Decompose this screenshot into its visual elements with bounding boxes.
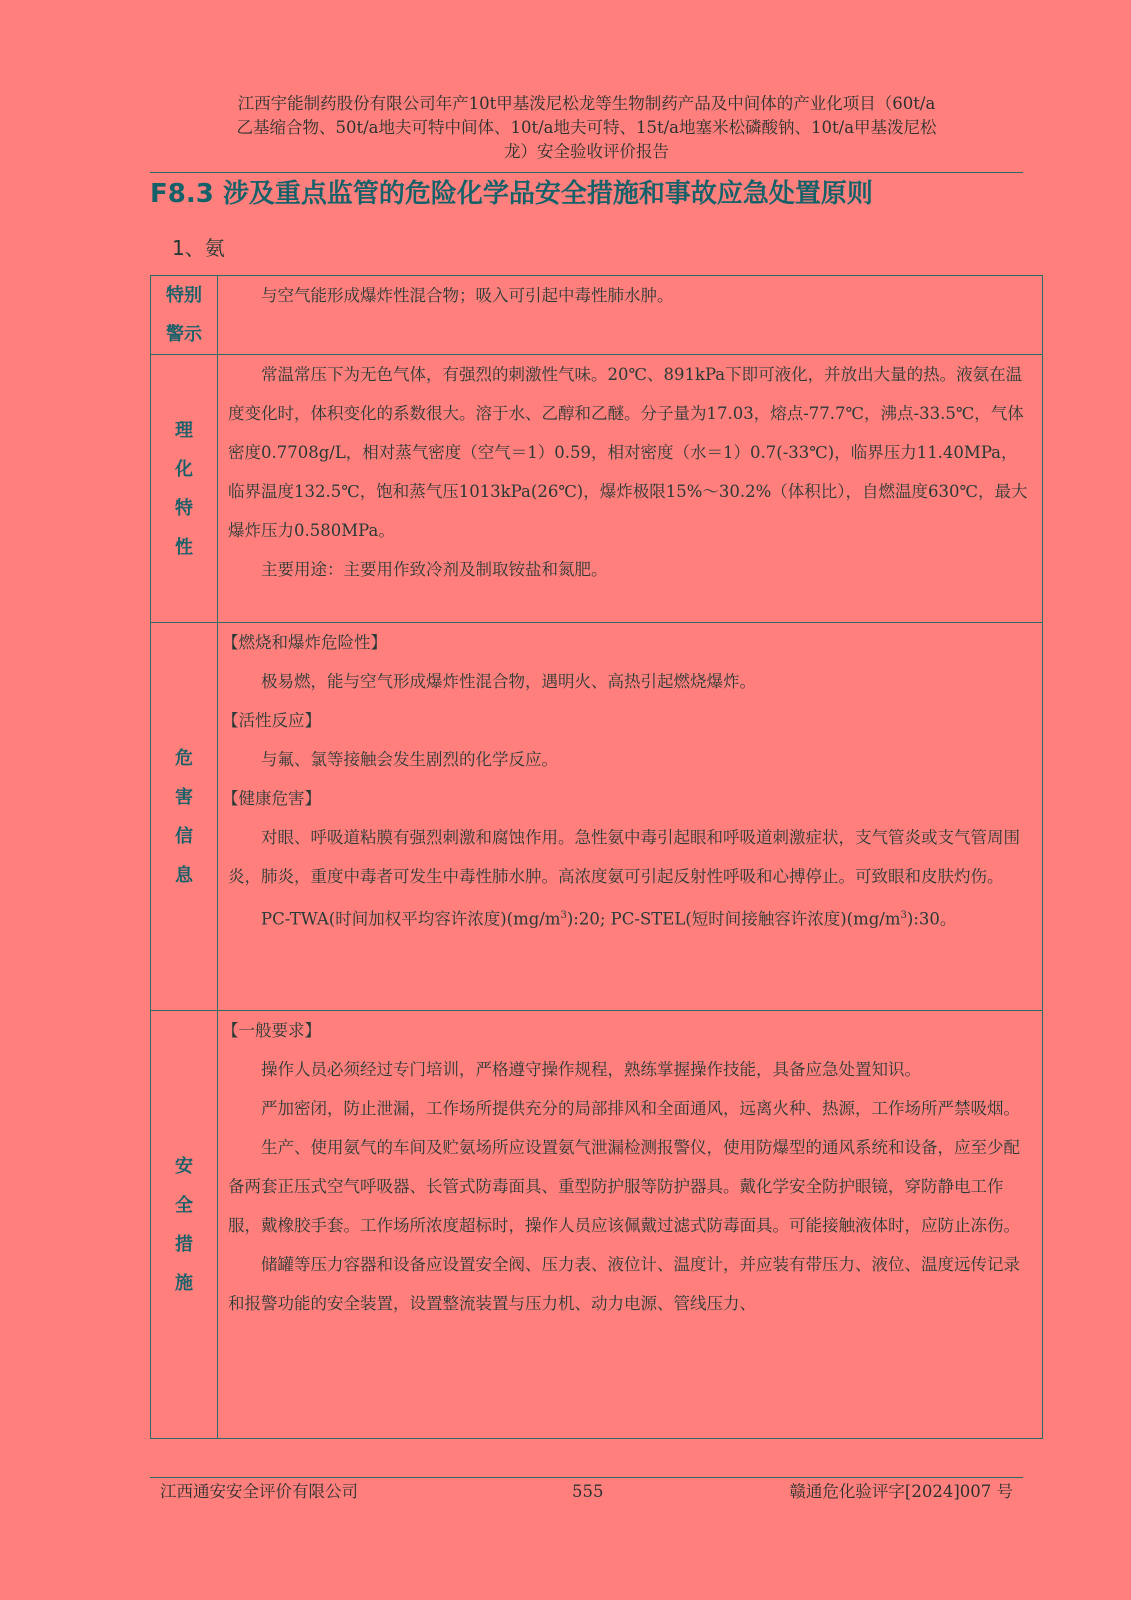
paragraph: 对眼、呼吸道粘膜有强烈刺激和腐蚀作用。急性氨中毒引起眼和呼吸道刺激症状，支气管炎或支气管周围炎，肺炎，重度中毒者可发生中毒性肺水肿。高浓度氨可引起反射性呼吸和心搏停止。可致眼和皮肤灼伤。 — [228, 828, 1020, 886]
section-heading: F8.3 涉及重点监管的危险化学品安全措施和事故应急处置原则 — [150, 179, 873, 209]
content-physical-chemical — [218, 355, 1043, 623]
content-safety-measures — [218, 1011, 1043, 1439]
document-number: 赣通危化验评字[2024]007 号 — [789, 1482, 1013, 1501]
paragraph: 严加密闭，防止泄漏，工作场所提供充分的局部排风和全面通风，远离火种、热源，工作场所严禁吸烟。 — [261, 1099, 1020, 1118]
header-line-2: 乙基缩合物、50t/a地夫可特中间体、10t/a地夫可特、15t/a地塞米松磷酸钠、10t/a甲基泼尼松 — [236, 118, 937, 137]
chemical-subheading: 1、氨 — [172, 236, 225, 260]
header-line-1: 江西宇能制药股份有限公司年产10t甲基泼尼松龙等生物制药产品及中间体的产业化项目（60t/a — [237, 94, 936, 113]
label-hazard-info: 危 害 信 息 — [151, 623, 218, 1011]
section-label: 【活性反应】 — [222, 711, 321, 730]
header-divider — [150, 172, 1023, 173]
paragraph: 与氟、氯等接触会发生剧烈的化学反应。 — [261, 750, 558, 769]
paragraph: 主要用途：主要用作致冷剂及制取铵盐和氮肥。 — [261, 560, 608, 579]
page-number: 555 — [572, 1482, 604, 1501]
section-label: 【一般要求】 — [222, 1021, 321, 1040]
row-hazard-info — [151, 623, 1043, 1011]
row-physical-chemical — [151, 355, 1043, 623]
header-line-3: 龙）安全验收评价报告 — [504, 142, 669, 161]
label-special-warning: 特别 警示 — [151, 276, 218, 355]
footer-divider — [150, 1477, 1023, 1478]
label-safety-measures: 安 全 措 施 — [151, 1011, 218, 1439]
footer-company: 江西通安安全评价有限公司 — [160, 1482, 358, 1501]
section-label: 【燃烧和爆炸危险性】 — [222, 633, 387, 652]
paragraph: 储罐等压力容器和设备应设置安全阀、压力表、液位计、温度计，并应装有带压力、液位、温度远传记录和报警功能的安全装置，设置整流装置与压力机、动力电源、管线压力、 — [228, 1255, 1020, 1313]
exposure-limits: PC-TWA(时间加权平均容许浓度)$(mg/m^3):20$; PC-STEL(短时间接触容许浓度)$(mg/m^3):30$。 — [261, 909, 957, 929]
section-label: 【健康危害】 — [222, 789, 321, 808]
report-header — [150, 92, 1023, 164]
paragraph: 常温常压下为无色气体，有强烈的刺激性气味。20℃、891kPa下即可液化，并放出大量的热。液氨在温度变化时，体积变化的系数很大。溶于水、乙醇和乙醚。分子量为17.03，熔点-77.7℃，沸点-33.5℃，气体密度0.7708g/L，相对蒸气密度（空气＝1）0.59，相对密度（水＝1）0.7(-33℃)，临界压力11.40MPa，临界温度132.5℃，饱和蒸气压1013kPa(26℃)，爆炸极限15%～30.2%（体积比），自燃温度630℃，最大爆炸压力0.580MPa。 — [228, 365, 1028, 540]
row-special-warning — [151, 276, 1043, 355]
paragraph: 极易燃，能与空气形成爆炸性混合物，遇明火、高热引起燃烧爆炸。 — [261, 672, 756, 691]
row-safety-measures — [151, 1011, 1043, 1439]
label-physical-chemical: 理 化 特 性 — [151, 355, 218, 623]
chemical-info-table — [150, 275, 1043, 1439]
content-hazard-info — [218, 623, 1043, 1011]
paragraph: 生产、使用氨气的车间及贮氨场所应设置氨气泄漏检测报警仪，使用防爆型的通风系统和设备，应至少配备两套正压式空气呼吸器、长管式防毒面具、重型防护服等防护器具。戴化学安全防护眼镜，穿防静电工作服，戴橡胶手套。工作场所浓度超标时，操作人员应该佩戴过滤式防毒面具。可能接触液体时，应防止冻伤。 — [228, 1138, 1020, 1235]
paragraph: 操作人员必须经过专门培训，严格遵守操作规程，熟练掌握操作技能，具备应急处置知识。 — [261, 1060, 921, 1079]
paragraph: 与空气能形成爆炸性混合物；吸入可引起中毒性肺水肿。 — [261, 286, 674, 305]
content-special-warning — [218, 276, 1043, 355]
